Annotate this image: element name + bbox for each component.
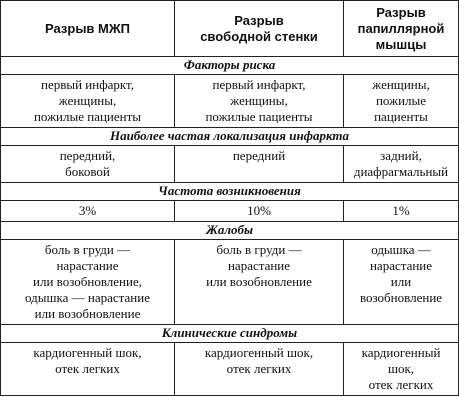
cell-complaints-free-wall: боль в груди — нарастание или возобновление [175,240,344,325]
cell-syndromes-free-wall: кардиогенный шок, отек легких [175,343,344,396]
cell-risk-papillary: женщины, пожилые пациенты [344,75,459,128]
table-row-syndromes [1,343,459,396]
cell-loc-free-wall: передний [175,146,344,183]
section-title-localization: Наиболее частая локализация инфаркта [1,128,459,146]
header-row [1,1,459,57]
cell-risk-free-wall: первый инфаркт, женщины, пожилые пациенты [175,75,344,128]
cell-loc-vsd: передний, боковой [1,146,175,183]
table-row-localization [1,146,459,183]
table-row-frequency [1,201,459,222]
cell-syndromes-vsd: кардиогенный шок, отек легких [1,343,175,396]
cell-complaints-vsd: боль в груди — нарастание или возобновление, одышка — нарастание или возобновление [1,240,175,325]
header-papillary-muscle-rupture: Разрыв папиллярной мышцы [344,1,459,57]
section-row-localization [1,128,459,146]
section-row-risk-factors [1,57,459,75]
cell-freq-vsd: 3% [1,201,175,222]
section-row-frequency [1,183,459,201]
section-title-syndromes: Клинические синдромы [1,325,459,343]
section-title-complaints: Жалобы [1,222,459,240]
cell-risk-vsd: первый инфаркт, женщины, пожилые пациенты [1,75,175,128]
section-row-complaints [1,222,459,240]
section-row-syndromes [1,325,459,343]
cell-syndromes-papillary: кардиогенный шок, отек легких [344,343,459,396]
header-free-wall-rupture: Разрыв свободной стенки [175,1,344,57]
section-title-frequency: Частота возникновения [1,183,459,201]
cell-freq-free-wall: 10% [175,201,344,222]
cell-freq-papillary: 1% [344,201,459,222]
cell-complaints-papillary: одышка — нарастание или возобновление [344,240,459,325]
header-vsd-rupture: Разрыв МЖП [1,1,175,57]
section-title-risk-factors: Факторы риска [1,57,459,75]
table-row-complaints [1,240,459,325]
cell-loc-papillary: задний, диафрагмальный [344,146,459,183]
table-row-risk-factors [1,75,459,128]
